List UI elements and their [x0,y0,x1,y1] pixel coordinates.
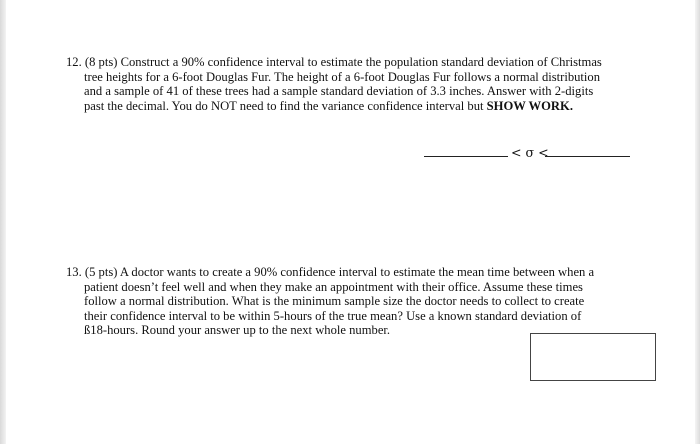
question-13-line-1 [66,265,646,280]
question-12-text-1: (8 pts) Construct a 90% confidence interval to estimate the population standard deviation of Christmas [84,55,602,69]
page-shadow-right [695,0,700,444]
answer-box[interactable] [530,333,656,381]
question-12-line-2: tree heights for a 6-foot Douglas Fur. The height of a 6-foot Douglas Fur follows a normal distribution [84,69,601,84]
question-12-number: 12. [66,55,82,69]
page-shadow-left [0,0,6,444]
interval-upper-blank[interactable] [545,150,630,157]
question-13-line-3: follow a normal distribution. What is the minimum sample size the doctor needs to collect to create [84,294,585,308]
question-12-line-1 [66,55,646,70]
question-13-line-4: their confidence interval to be within 5-hours of the true mean? Use a known standard deviation of [84,308,582,323]
question-12-line-4 [66,99,646,114]
question-12-line-3: and a sample of 41 of these trees had a sample standard deviation of 3.3 inches. Answer with 2-digits [84,84,594,98]
interval-lower-blank[interactable] [424,150,508,157]
question-13-line-2: patient doesn’t feel well and when they make an appointment with their office. Assume these times [84,279,583,294]
question-13 [66,265,646,338]
sigma-inequality: < σ < [511,145,549,160]
question-13-text-1: (5 pts) A doctor wants to create a 90% confidence interval to estimate the mean time between when a [84,265,595,279]
question-13-line-5: ß18-hours. Round your answer up to the next whole number. [84,323,391,337]
question-12 [66,55,646,113]
question-12-text-4: past the decimal. You do NOT need to find the variance confidence interval but [84,98,487,113]
show-work-emphasis: SHOW WORK. [486,98,573,113]
question-13-number: 13. [66,265,82,279]
